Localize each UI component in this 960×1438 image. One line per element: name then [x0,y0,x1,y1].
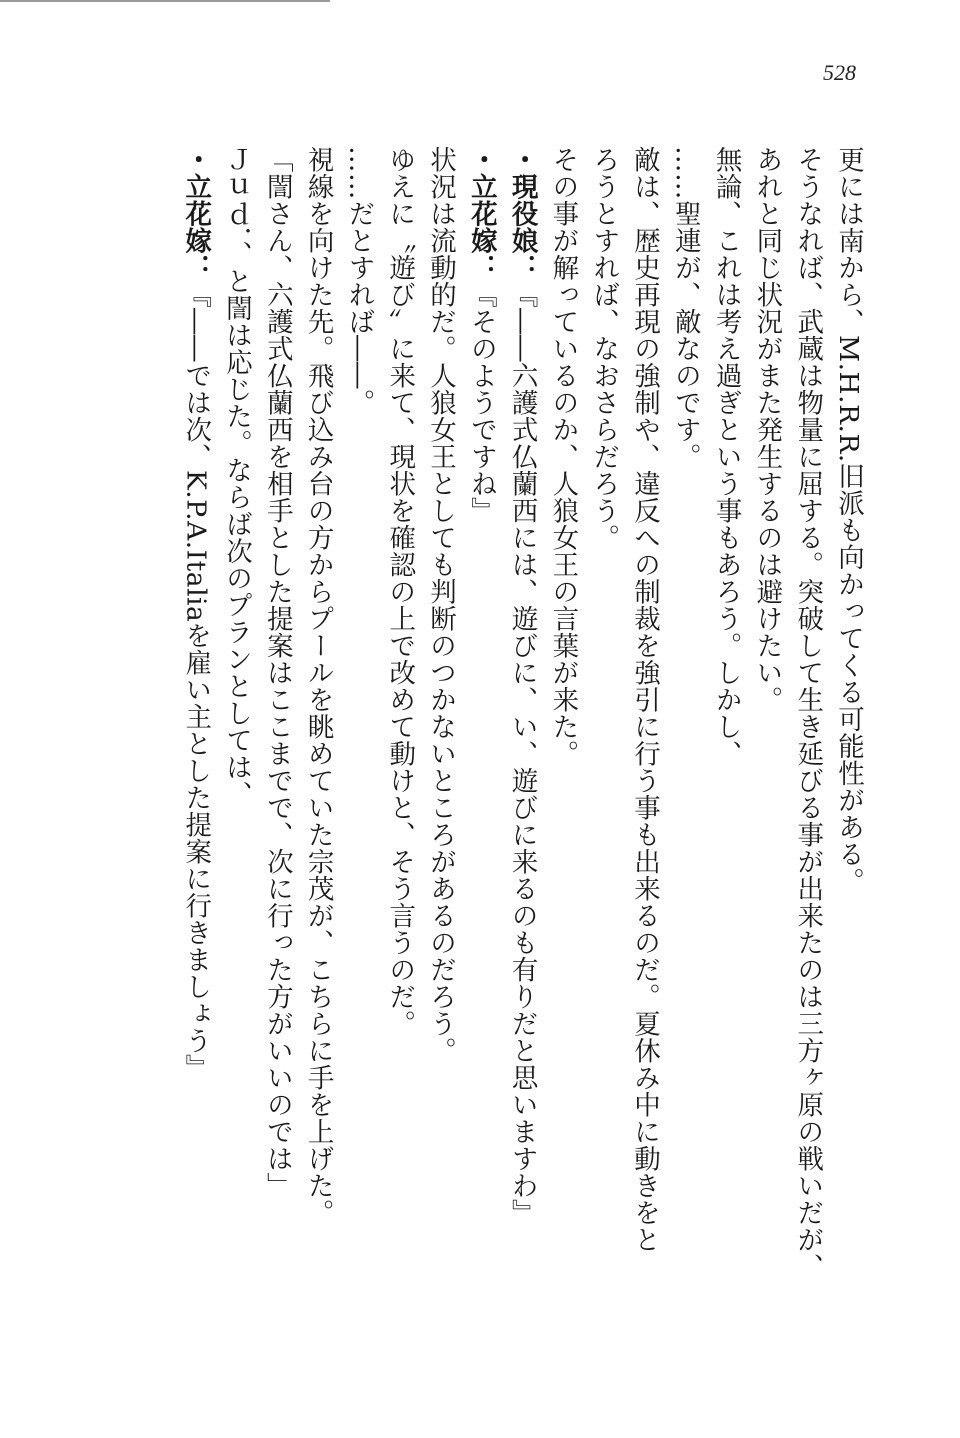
line-text: 「誾さん、六護式仏蘭西を相手とした提案はここまでで、次に行った方がいいのでは」 [261,146,293,1199]
speaker-label: ・立花嫁： [180,146,212,281]
line-text: 『――では次、K.P.A.Italiaを雇い主とした提案に行きましょう』 [180,281,212,1082]
text-line [378,146,419,1326]
line-text: 状況は流動的だ。人狼女王としても判断のつかないところがあるのだろう。 [425,146,457,1064]
line-text: ろうとすれば、なおさらだろう。 [588,146,620,551]
line-text: そうなれば、武蔵は物量に屈する。突破して生き延びる事が出来たのは三方ヶ原の戦いだが、 [792,146,824,1280]
page-number: 528 [823,60,856,85]
vertical-text-body [108,146,868,1326]
dialogue-line [501,146,542,1326]
line-text: ……だとすれば――。 [343,146,375,416]
text-line [256,146,297,1326]
scan-edge-line [0,0,330,2]
line-text: あれと同じ状況がまた発生するのは避けたい。 [751,146,783,713]
text-line [338,146,379,1326]
text-line [215,146,256,1326]
speaker-label: ・立花嫁： [465,146,497,281]
line-text: Ｊｕｄ．、と誾は応じた。ならば次のプランとしては、 [221,146,253,808]
text-line [746,146,787,1326]
line-text: 敵は、歴史再現の強制や、違反への制裁を強引に行う事も出来るのだ。夏休み中に動きをと [629,146,661,1253]
line-text: 無論、これは考え過ぎという事もあろう。しかし、 [710,146,742,767]
dialogue-line [174,146,215,1326]
speaker-label: ・現役娘： [506,146,538,281]
text-line [419,146,460,1326]
line-text: ……聖連が、敵なのです。 [669,146,701,470]
line-text: 更には南から、M.H.R.R.旧派も向かってくる可能性がある。 [833,146,864,895]
text-line [705,146,746,1326]
text-line [582,146,623,1326]
line-text: ゆえに〝遊び〟に来て、現状を確認の上で改めて動けと、そう言うのだ。 [384,146,416,1037]
text-line [297,146,338,1326]
line-text: 『そのようですね』 [465,281,497,524]
text-line [786,146,827,1326]
line-text: 視線を向けた先。飛び込み台の方からプールを眺めていた宗茂が、こちらに手を上げた。 [302,146,334,1226]
dialogue-line [460,146,501,1326]
line-text: 『――六護式仏蘭西には、遊びに、い、遊びに来るのも有りだと思いますわ』 [506,281,538,1226]
text-line [827,146,868,1326]
text-line [542,146,583,1326]
text-line [664,146,705,1326]
text-line [623,146,664,1326]
line-text: その事が解っているのか、人狼女王の言葉が来た。 [547,146,579,767]
